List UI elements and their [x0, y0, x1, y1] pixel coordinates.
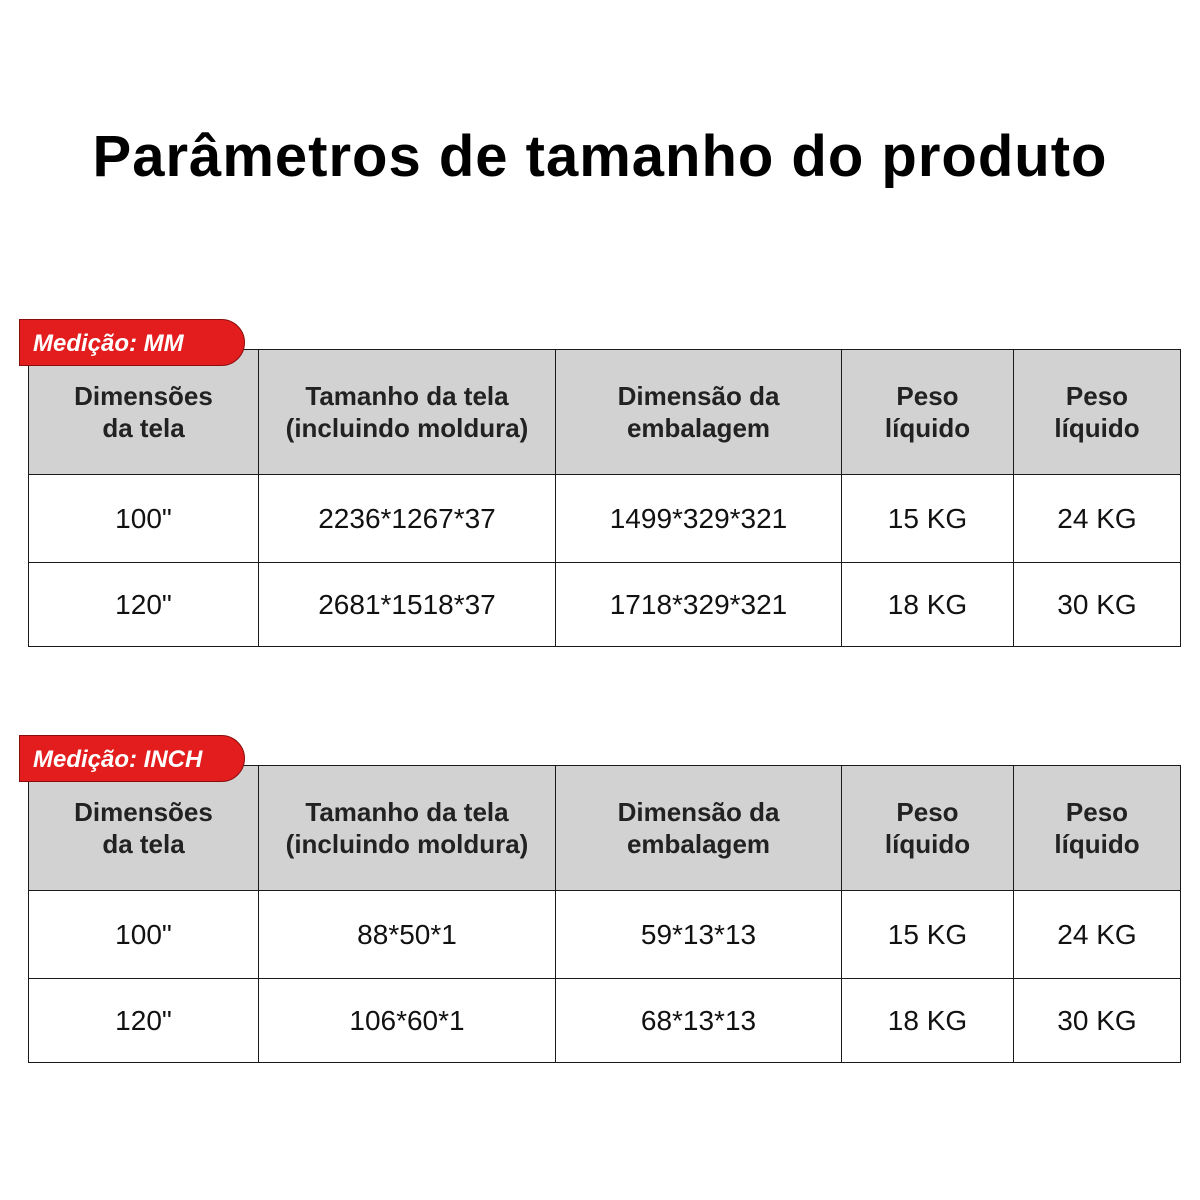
table-header-row [29, 350, 1181, 475]
cell-screen-dimensions: 100" [29, 475, 259, 563]
table-header-row [29, 766, 1181, 891]
header-screen-dimensions: Dimensões da tela [29, 350, 259, 475]
mm-spec-table [28, 349, 1181, 647]
cell-screen-size: 2681*1518*37 [259, 563, 556, 647]
cell-net-weight-2: 30 KG [1014, 563, 1181, 647]
cell-screen-size: 2236*1267*37 [259, 475, 556, 563]
cell-net-weight-2: 24 KG [1014, 891, 1181, 979]
cell-net-weight: 18 KG [842, 563, 1014, 647]
table-row [29, 891, 1181, 979]
table-row [29, 563, 1181, 647]
mm-measurement-badge [19, 319, 245, 366]
cell-screen-size: 88*50*1 [259, 891, 556, 979]
page-title: Parâmetros de tamanho do produto [92, 124, 1108, 189]
cell-package-dimension: 68*13*13 [556, 979, 842, 1063]
inch-spec-table [28, 765, 1181, 1063]
header-screen-dimensions: Dimensões da tela [29, 766, 259, 891]
header-net-weight: Peso líquido [842, 766, 1014, 891]
cell-package-dimension: 1718*329*321 [556, 563, 842, 647]
cell-net-weight-2: 30 KG [1014, 979, 1181, 1063]
cell-screen-dimensions: 120" [29, 979, 259, 1063]
header-package-dimension: Dimensão da embalagem [556, 766, 842, 891]
cell-package-dimension: 59*13*13 [556, 891, 842, 979]
cell-net-weight: 15 KG [842, 475, 1014, 563]
cell-net-weight-2: 24 KG [1014, 475, 1181, 563]
header-net-weight: Peso líquido [842, 350, 1014, 475]
cell-screen-dimensions: 120" [29, 563, 259, 647]
header-screen-size: Tamanho da tela (incluindo moldura) [259, 350, 556, 475]
cell-net-weight: 18 KG [842, 979, 1014, 1063]
table-row [29, 979, 1181, 1063]
cell-screen-size: 106*60*1 [259, 979, 556, 1063]
table-row [29, 475, 1181, 563]
cell-package-dimension: 1499*329*321 [556, 475, 842, 563]
badge-label: Medição: INCH [33, 746, 203, 773]
header-net-weight-2: Peso líquido [1014, 766, 1181, 891]
header-net-weight-2: Peso líquido [1014, 350, 1181, 475]
header-screen-size: Tamanho da tela (incluindo moldura) [259, 766, 556, 891]
cell-net-weight: 15 KG [842, 891, 1014, 979]
inch-measurement-badge [19, 735, 245, 782]
cell-screen-dimensions: 100" [29, 891, 259, 979]
header-package-dimension: Dimensão da embalagem [556, 350, 842, 475]
badge-label: Medição: MM [33, 330, 184, 357]
